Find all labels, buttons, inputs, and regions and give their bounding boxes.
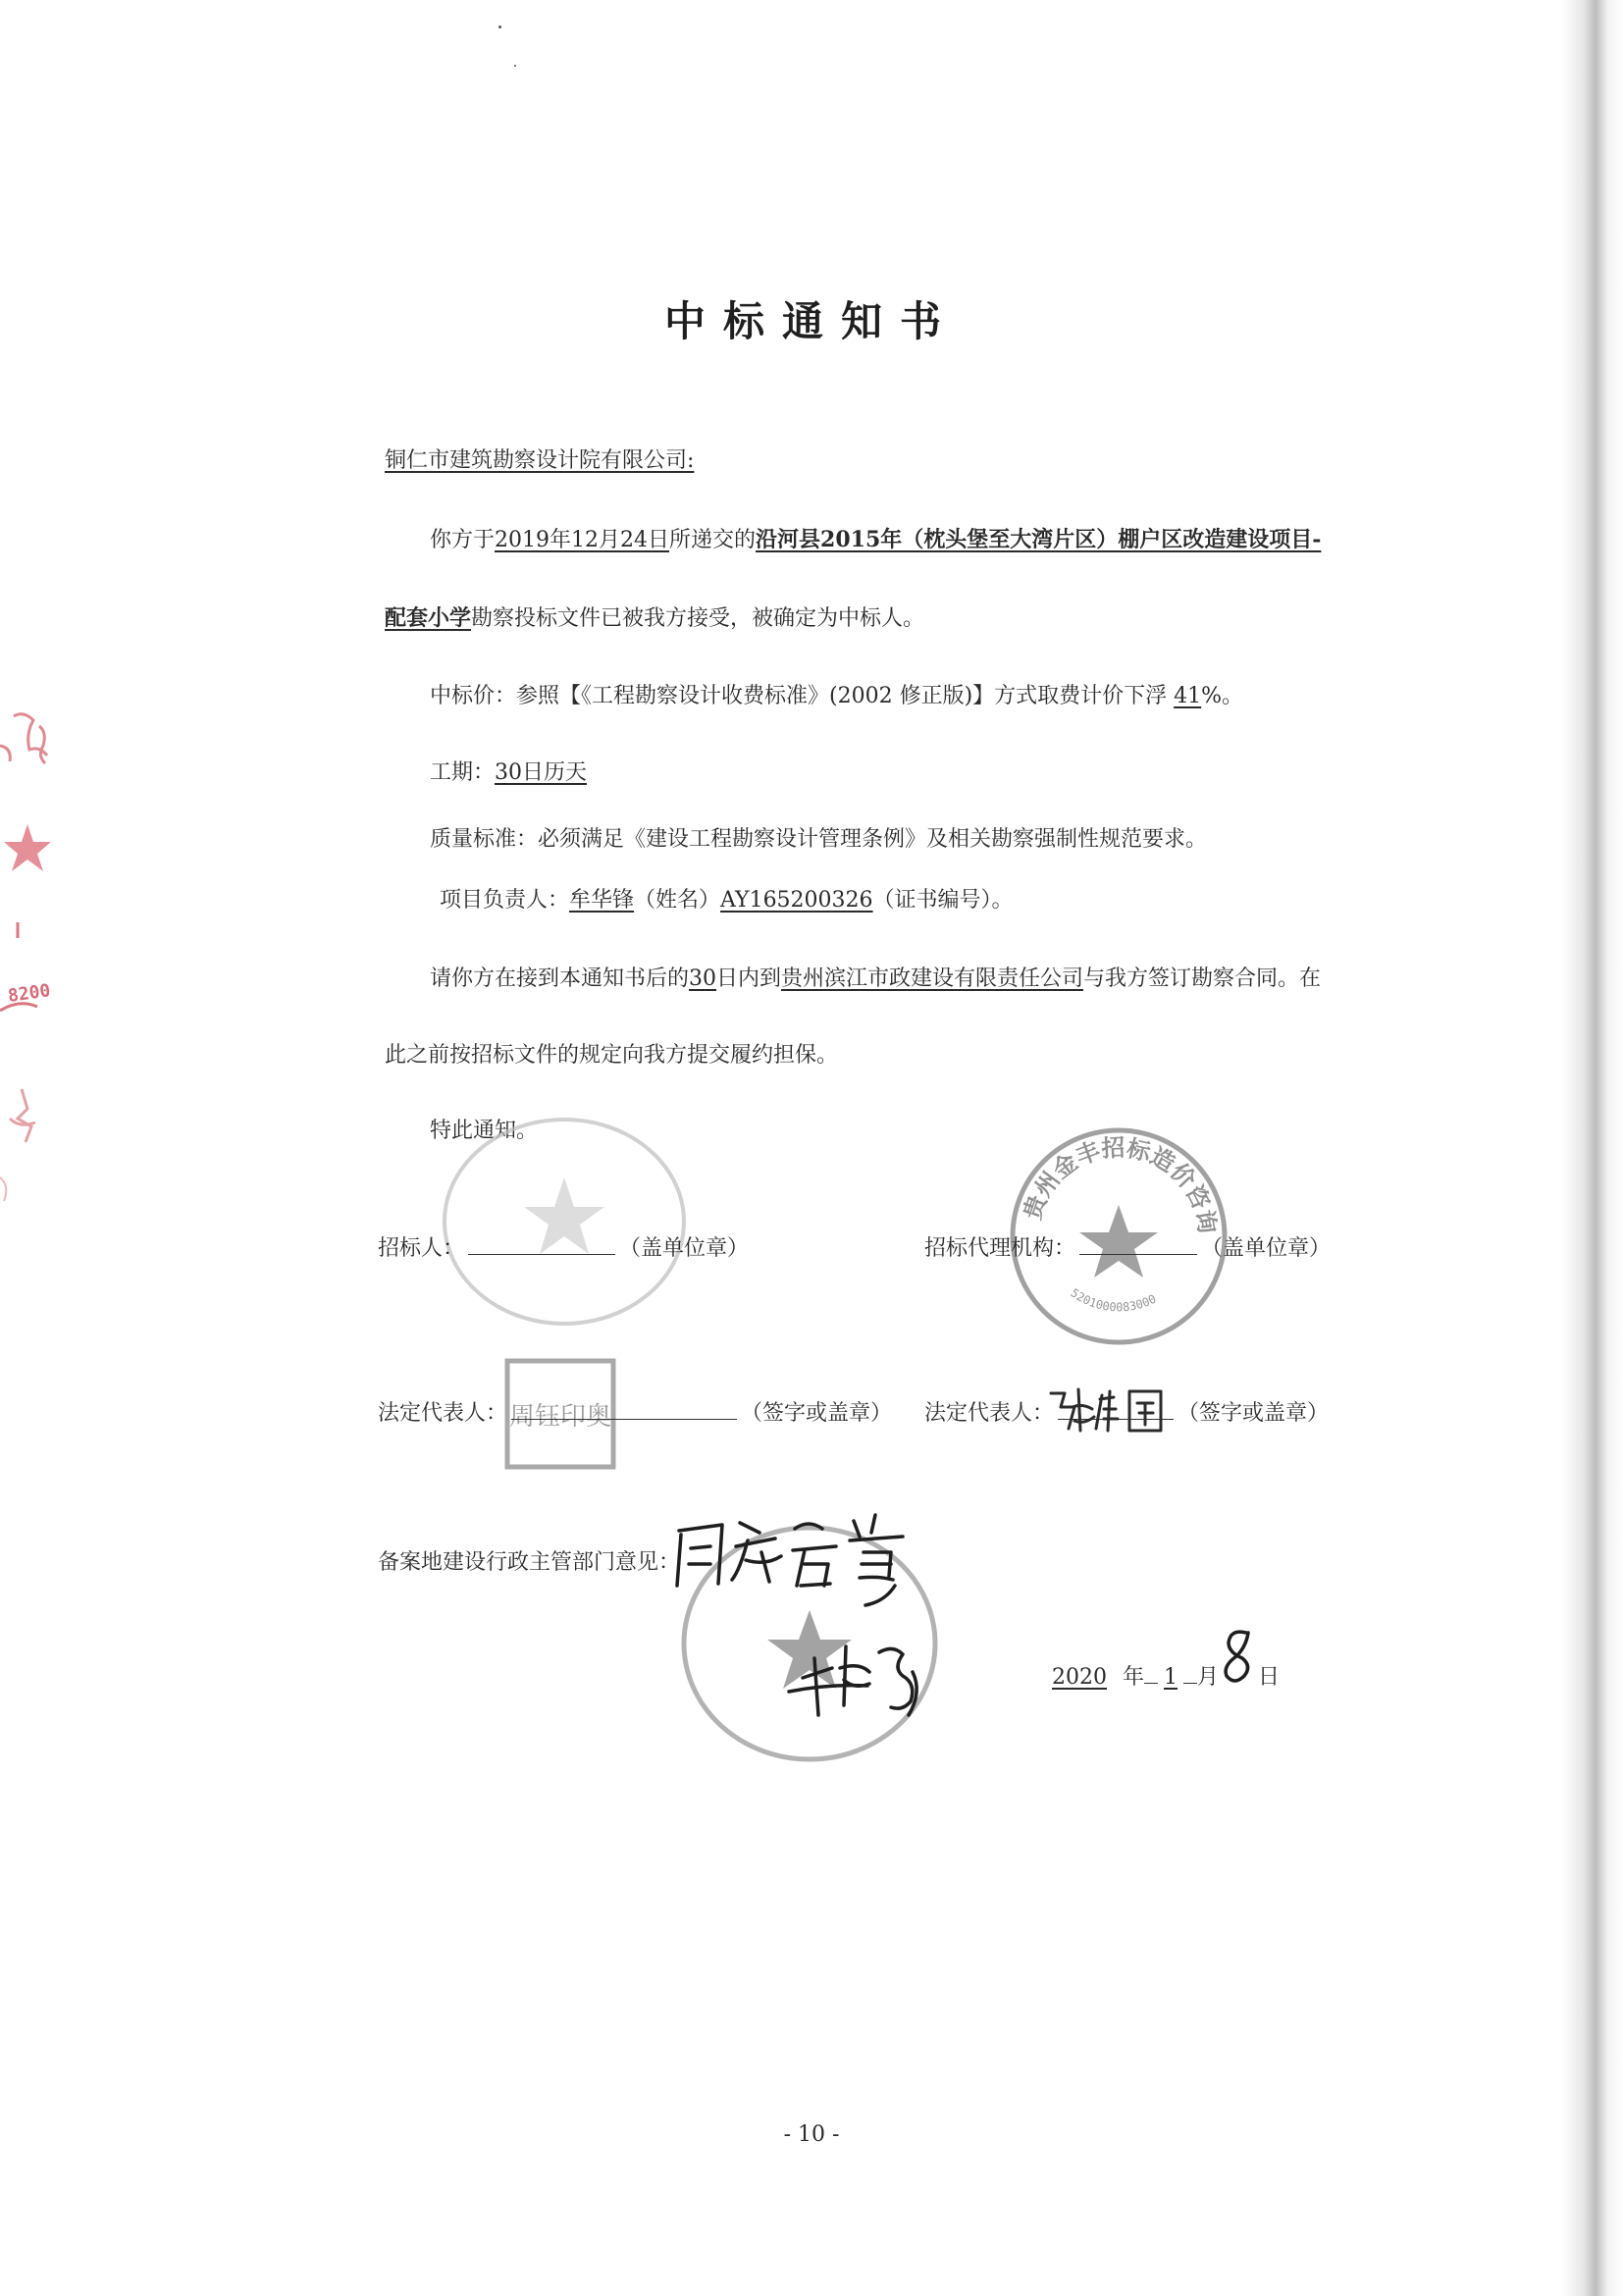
contract-place: 贵州滨江市政建设有限责任公司 xyxy=(781,966,1084,991)
recipient-name: 铜仁市建筑勘察设计院有限公司: xyxy=(385,448,695,473)
contract-days: 30 xyxy=(689,966,717,991)
contract-paragraph-line2 xyxy=(385,1038,838,1069)
duration-value: 30日历天 xyxy=(495,760,588,785)
date-year-unit: 年 xyxy=(1123,1665,1145,1690)
para2-prefix: 请你方在接到本通知书后的 xyxy=(430,966,690,991)
bid-price-line xyxy=(430,679,1243,709)
quality-text: 质量标准：必须满足《建设工程勘察设计管理条例》及相关勘察强制性规范要求。 xyxy=(430,827,1208,852)
manager-name: 牟华锋 xyxy=(569,888,635,913)
scan-speck xyxy=(514,65,516,67)
legal-rep-blank-left xyxy=(511,1399,737,1420)
para1-suffix: 勘察投标文件已被我方接受，被确定为中标人。 xyxy=(471,606,925,631)
legal-rep-hint-left: （签字或盖章） xyxy=(741,1401,893,1426)
project-name-line2: 配套小学 xyxy=(385,605,472,631)
price-suffix: %。 xyxy=(1201,684,1244,708)
manager-cert-hint: （证书编号）。 xyxy=(872,888,1014,913)
authority-label: 备案地建设行政主管部门意见： xyxy=(378,1550,681,1575)
contract-paragraph-line1 xyxy=(430,962,1321,992)
duration-label: 工期： xyxy=(430,760,496,785)
agency-rep-signature xyxy=(1045,1382,1178,1435)
name-seal-text: 周钰印奥 xyxy=(508,1402,612,1432)
para2-line2: 此之前按招标文件的规定向我方提交履约担保。 xyxy=(385,1043,839,1068)
manager-name-hint: （姓名） xyxy=(634,888,721,913)
date-month-pad-right xyxy=(1183,1663,1197,1684)
notice-text: 特此通知。 xyxy=(430,1119,539,1143)
date-year: 2020 xyxy=(1052,1665,1107,1690)
date-month: 1 xyxy=(1164,1665,1178,1690)
tenderer-hint: （盖单位章） xyxy=(619,1236,750,1261)
project-name-line1: 沿河县2015年（枕头堡至大湾片区）棚户区改造建设项目- xyxy=(756,527,1322,552)
date-day xyxy=(1219,1662,1258,1684)
authority-signature xyxy=(785,1629,952,1727)
agency-seal-number: 5201000083000 xyxy=(1068,1285,1159,1315)
tenderer-seal xyxy=(432,1109,697,1334)
agency-seal-name: 贵州金丰招标造价咨询 xyxy=(1017,1132,1223,1236)
bid-submission-date: 2019年12月24日 xyxy=(495,528,669,552)
para1-prefix: 你方于 xyxy=(430,528,496,552)
authority-row xyxy=(378,1545,680,1576)
agency-label: 招标代理机构： xyxy=(924,1236,1076,1261)
agency-row xyxy=(924,1231,1331,1262)
agency-blank xyxy=(1079,1234,1197,1255)
quality-standard-line xyxy=(430,822,1207,853)
award-paragraph-line1 xyxy=(430,523,1321,553)
authority-handwritten-opinion xyxy=(667,1501,952,1609)
manager-label: 项目负责人： xyxy=(440,888,570,913)
legal-rep-row-left xyxy=(378,1396,892,1427)
document-title: 中标通知书 xyxy=(663,297,959,345)
legal-rep-label-right: 法定代表人： xyxy=(924,1401,1055,1426)
para2-mid2: 与我方签订勘察合同。在 xyxy=(1083,966,1322,991)
recipient xyxy=(385,444,694,474)
project-manager-line xyxy=(440,883,1014,913)
legal-rep-label-left: 法定代表人： xyxy=(378,1401,508,1426)
award-paragraph-line2 xyxy=(385,601,924,632)
tenderer-blank xyxy=(468,1234,615,1255)
scan-speck xyxy=(498,26,501,28)
duration-line xyxy=(430,756,587,786)
agency-hint: （盖单位章） xyxy=(1201,1236,1332,1261)
page-number: - 10 - xyxy=(783,2122,840,2147)
para2-mid1: 日内到 xyxy=(716,966,782,991)
left-edge-red-stamp xyxy=(0,687,79,1236)
date-month-unit: 月 xyxy=(1197,1665,1220,1690)
para1-mid: 所递交的 xyxy=(669,528,757,552)
tenderer-label: 招标人： xyxy=(378,1236,465,1261)
left-stamp-number: 8200 xyxy=(6,980,52,1007)
date-month-pad-left xyxy=(1144,1663,1158,1684)
manager-cert-number: AY165200326 xyxy=(720,888,873,913)
date-day-unit: 日 xyxy=(1258,1665,1281,1690)
discount-rate: 41 xyxy=(1174,684,1202,708)
issue-date xyxy=(1048,1660,1280,1691)
price-prefix: 中标价：参照【《工程勘察设计收费标准》(2002 修正版)】方式取费计价下浮 xyxy=(430,684,1168,708)
legal-rep-hint-right: （签字或盖章） xyxy=(1178,1401,1330,1426)
tenderer-row xyxy=(378,1231,749,1262)
